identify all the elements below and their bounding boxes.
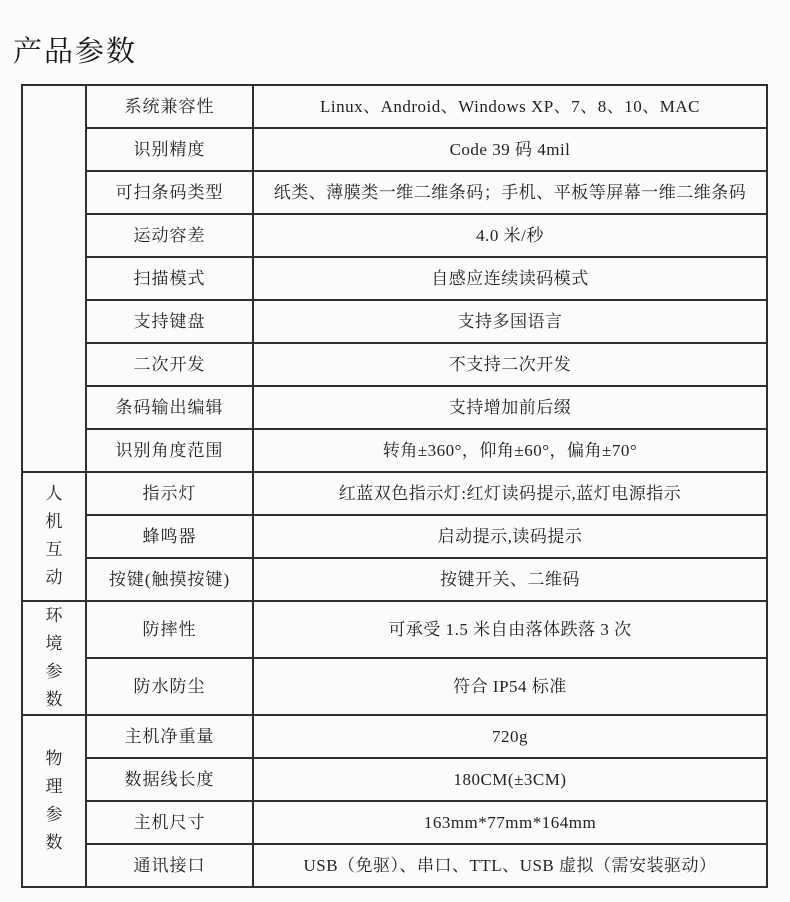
table-row [22,386,767,429]
table-row [22,558,767,601]
value-cell: 4.0 米/秒 [253,214,767,257]
group-label: 人机互动 [45,484,63,588]
param-cell: 防水防尘 [86,658,253,715]
param-cell: 二次开发 [86,343,253,386]
product-spec-table [21,84,768,888]
table-row [22,515,767,558]
table-row [22,300,767,343]
value-cell: Code 39 码 4mil [253,128,767,171]
value-cell: 纸类、薄膜类一维二维条码；手机、平板等屏幕一维二维条码 [253,171,767,214]
group-label: 物理参数 [45,748,63,852]
table-row [22,601,767,658]
table-row [22,85,767,128]
table-row [22,257,767,300]
table-row [22,214,767,257]
table-row [22,171,767,214]
value-cell: 按键开关、二维码 [253,558,767,601]
value-cell: 支持多国语言 [253,300,767,343]
param-cell: 通讯接口 [86,844,253,887]
value-cell: 红蓝双色指示灯:红灯读码提示,蓝灯电源指示 [253,472,767,515]
value-cell: 不支持二次开发 [253,343,767,386]
param-cell: 可扫条码类型 [86,171,253,214]
value-cell: 符合 IP54 标准 [253,658,767,715]
table-row [22,429,767,472]
group-cell-hmi [22,472,86,601]
value-cell: 启动提示,读码提示 [253,515,767,558]
group-cell-environment [22,601,86,715]
group-label: 环境参数 [45,605,63,709]
table-row [22,472,767,515]
param-cell: 识别精度 [86,128,253,171]
table-row [22,128,767,171]
table-row [22,715,767,758]
value-cell: USB（免驱）、串口、TTL、USB 虚拟（需安装驱动） [253,844,767,887]
table-row [22,844,767,887]
param-cell: 扫描模式 [86,257,253,300]
param-cell: 识别角度范围 [86,429,253,472]
group-cell-blank [22,85,86,472]
group-cell-physical [22,715,86,887]
param-cell: 条码输出编辑 [86,386,253,429]
param-cell: 系统兼容性 [86,85,253,128]
value-cell: 720g [253,715,767,758]
value-cell: 可承受 1.5 米自由落体跌落 3 次 [253,601,767,658]
table-row [22,658,767,715]
param-cell: 支持键盘 [86,300,253,343]
table-row [22,758,767,801]
param-cell: 数据线长度 [86,758,253,801]
param-cell: 蜂鸣器 [86,515,253,558]
param-cell: 运动容差 [86,214,253,257]
value-cell: 转角±360°，仰角±60°，偏角±70° [253,429,767,472]
table-row [22,801,767,844]
table-row [22,343,767,386]
value-cell: 支持增加前后缀 [253,386,767,429]
param-cell: 主机尺寸 [86,801,253,844]
value-cell: 180CM(±3CM) [253,758,767,801]
page-title: 产品参数 [13,34,138,68]
value-cell: 163mm*77mm*164mm [253,801,767,844]
param-cell: 主机净重量 [86,715,253,758]
param-cell: 指示灯 [86,472,253,515]
param-cell: 按键(触摸按键) [86,558,253,601]
value-cell: 自感应连续读码模式 [253,257,767,300]
param-cell: 防摔性 [86,601,253,658]
value-cell: Linux、Android、Windows XP、7、8、10、MAC [253,85,767,128]
